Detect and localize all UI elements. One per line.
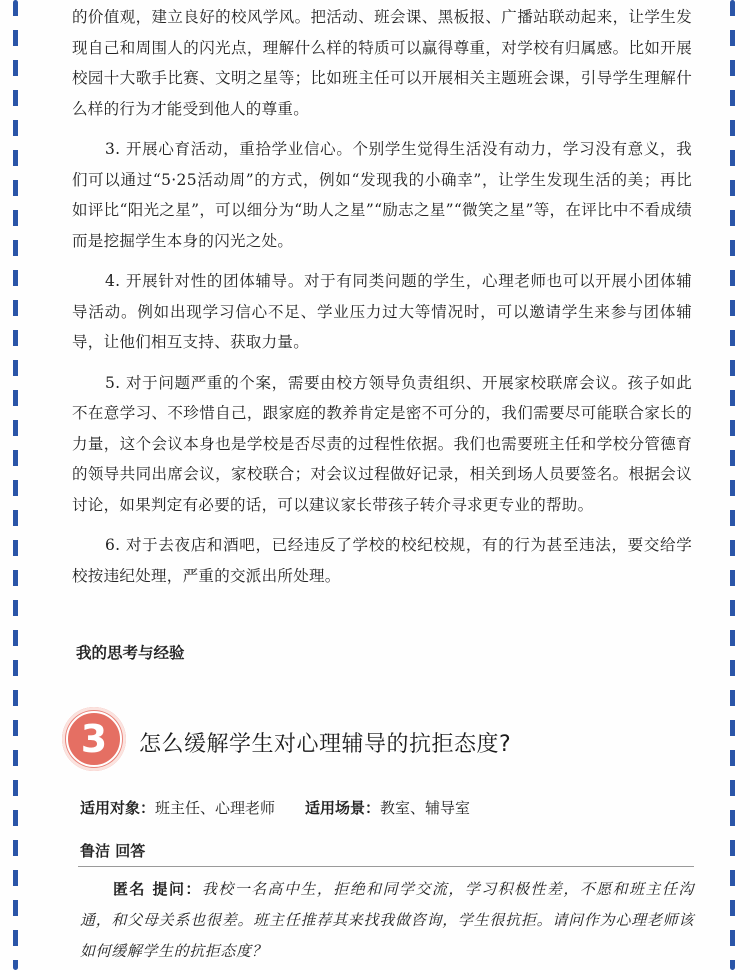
paragraph-item-5: 5. 对于问题严重的个案，需要由校方领导负责组织、开展家校联席会议。孩子如此不在意学习、不珍惜自己，跟家庭的教养肯定是密不可分的，我们需要尽可能联合家长的力量，这个会议本身也是学校是否尽责的过程性依据。我们也需要班主任和学校分管德育的领导共同出席会议，家校联合；对会议过程做好记录，相关到场人员要签名。根据会议讨论，如果判定有必要的话，可以建议家长带孩子转介寻求更专业的帮助。 <box>72 373 692 514</box>
question-number-badge <box>62 707 126 771</box>
answerer: 鲁洁 回答 <box>80 842 146 860</box>
scene-label: 适用场景： <box>305 799 381 817</box>
anonymous-label: 匿名 提问： <box>113 880 202 898</box>
paragraph-item-6: 6. 对于去夜店和酒吧，已经违反了学校的校纪校规，有的行为甚至违法，要交给学校按违纪处理，严重的交派出所处理。 <box>72 536 692 585</box>
anonymous-text: 我校一名高中生，拒绝和同学交流，学习积极性差，不愿和班主任沟通，和父母关系也很差。班主任推荐其来找我做咨询，学生很抗拒。请问作为心理老师该如何缓解学生的抗拒态度？ <box>80 880 694 960</box>
question-number: 3 <box>66 711 122 767</box>
question-title: 怎么缓解学生对心理辅导的抗拒态度? <box>139 732 512 757</box>
paragraph-item-3: 3. 开展心育活动，重拾学业信心。个别学生觉得生活没有动力，学习没有意义，我们可以通过“5·25活动周”的方式，例如“发现我的小确幸”，让学生发现生活的美；再比如评比“阳光之星”，可以细分为“助人之星”“励志之星”“微笑之星”等，在评比中不看成绩而是挖掘学生本身的闪光之处。 <box>72 140 692 250</box>
divider-line <box>78 866 694 867</box>
question-header <box>62 707 702 777</box>
section-heading: 我的思考与经验 <box>76 644 185 662</box>
body-text <box>72 0 692 601</box>
anonymous-question <box>80 874 694 967</box>
audience-value: 班主任、心理老师 <box>155 799 276 817</box>
question-meta <box>80 797 470 818</box>
paragraph-item-4: 4. 开展针对性的团体辅导。对于有同类问题的学生，心理老师也可以开展小团体辅导活动。例如出现学习信心不足、学业压力过大等情况时，可以邀请学生来参与团体辅导，让他们相互支持、获取力量。 <box>72 272 692 351</box>
scene-value: 教室、辅导室 <box>380 799 471 817</box>
right-dashed-border <box>730 0 735 970</box>
paragraph-values: 的价值观，建立良好的校风学风。把活动、班会课、黑板报、广播站联动起来，让学生发现自己和周围人的闪光点，理解什么样的特质可以赢得尊重，对学校有归属感。比如开展校园十大歌手比赛、文明之星等；比如班主任可以开展相关主题班会课，引导学生理解什么样的行为才能受到他人的尊重。 <box>72 8 692 118</box>
left-dashed-border <box>13 0 18 970</box>
audience-label: 适用对象： <box>80 799 156 817</box>
